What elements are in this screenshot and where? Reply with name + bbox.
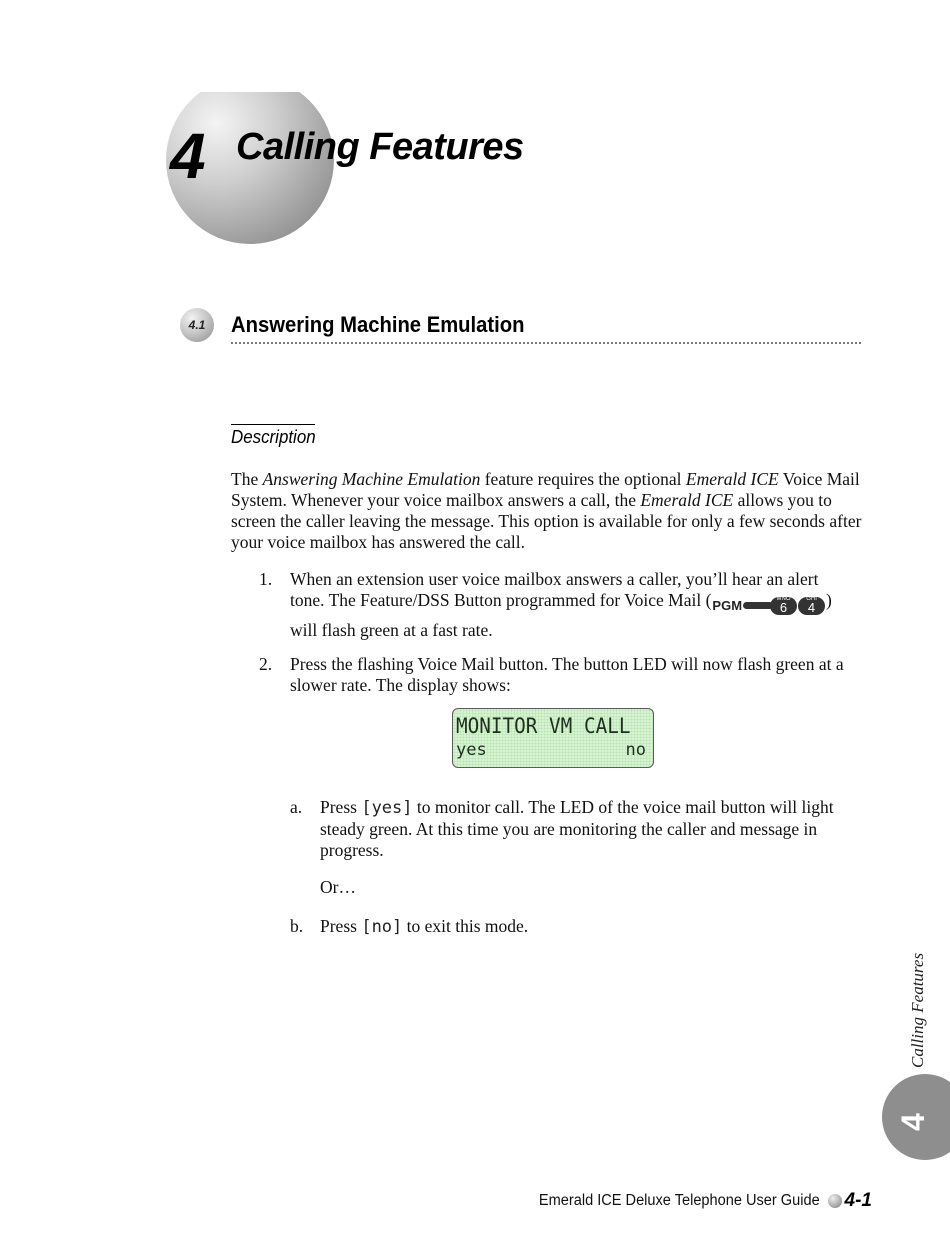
step-text: When an extension user voice mailbox answers a caller, you’ll hear an alert tone. The Feature/DSS Button programmed for Voice Mail ( PGM MNO 6 GHI 4 ) will flash green at a fast rate. (290, 569, 832, 640)
page-footer (521, 1190, 872, 1212)
step-text: Press the flashing Voice Mail button. The button LED will now flash green at a slower rate. The display shows: (290, 654, 844, 695)
section-number-badge: 4.1 (180, 308, 214, 342)
description-rule (231, 424, 315, 425)
lcd-line-2 (456, 739, 646, 761)
lcd-softkey-no: no (625, 740, 646, 760)
side-tab-label: Calling Features (908, 952, 927, 1068)
pgm-code-graphic: PGM MNO 6 GHI 4 (712, 595, 825, 616)
intro-paragraph: The Answering Machine Emulation feature requires the optional Emerald ICE Voice Mail System. Whenever your voice mailbox answers a call, the Emerald ICE allows you to screen the caller leaving the message. This option is available for only a few seconds after your voice mailbox has answered the call. (231, 469, 862, 552)
substep-text: Press [yes] to monitor call. The LED of the voice mail button will light steady green. At this time you are monitoring the caller and message in progress. (320, 797, 834, 860)
or-text: Or… (320, 877, 356, 897)
lcd-line-1: MONITOR VM CALL (456, 714, 631, 738)
chapter-number: 4 (170, 120, 206, 192)
step-number: 1. (259, 569, 273, 589)
description-heading: Description (231, 427, 316, 447)
substep-label: a. (290, 797, 303, 817)
chapter-title: Calling Features (236, 126, 524, 168)
key-6-icon: MNO 6 (770, 597, 797, 615)
key-4-icon: GHI 4 (798, 597, 825, 615)
substep-label: b. (290, 916, 304, 936)
side-tab-number: 4 (895, 1113, 931, 1131)
section-title: Answering Machine Emulation (231, 312, 525, 337)
lcd-softkey-yes: yes (456, 740, 487, 760)
pgm-bar-icon (743, 602, 773, 609)
section-dotted-rule (231, 342, 861, 344)
softkey-no: [no] (361, 917, 403, 937)
softkey-yes: [yes] (361, 798, 413, 818)
footer-guide-title: Emerald ICE Deluxe Telephone User Guide (538, 1192, 820, 1209)
lcd-display (452, 708, 654, 768)
substep-text: Press [no] to exit this mode. (320, 916, 529, 937)
footer-bullet-icon (828, 1194, 842, 1208)
page-number: 4-1 (844, 1190, 872, 1211)
step-number: 2. (259, 654, 273, 674)
